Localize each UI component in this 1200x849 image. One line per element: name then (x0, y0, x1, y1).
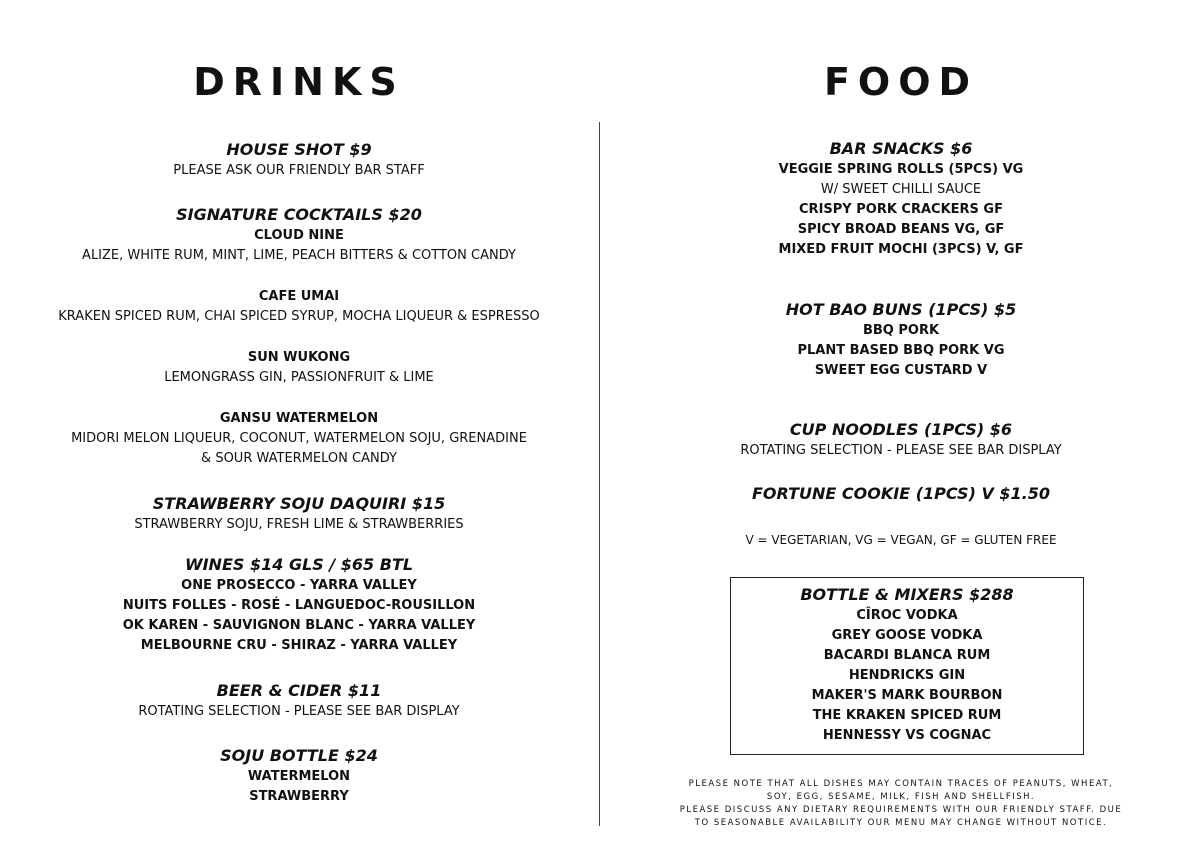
food-title: FOOD (823, 60, 979, 104)
food-item: PLANT BASED BBQ PORK VG (797, 343, 1005, 358)
notice-line: TO SEASONABLE AVAILABILITY OUR MENU MAY CHANGE WITHOUT NOTICE. (694, 818, 1108, 828)
drinks-column (0, 0, 598, 849)
spirit-item: CÎROC VODKA (856, 608, 958, 623)
food-item-note: W/ SWEET CHILLI SAUCE (820, 182, 982, 197)
food-item: MIXED FRUIT MOCHI (3PCS) V, GF (778, 242, 1024, 257)
section-title: WINES $14 GLS / $65 BTL (184, 555, 414, 574)
spirit-item: HENDRICKS GIN (848, 668, 966, 683)
menu-section-signature-cocktails (0, 204, 598, 469)
item-line: PLEASE ASK OUR FRIENDLY BAR STAFF (173, 163, 425, 178)
spacer (0, 266, 598, 287)
notice-line: PLEASE DISCUSS ANY DIETARY REQUIREMENTS WITH OUR FRIENDLY STAFF. DUE (679, 805, 1123, 815)
cocktail-ingredients: ALIZE, WHITE RUM, MINT, LIME, PEACH BITTERS & COTTON CANDY (82, 248, 516, 263)
item-line: ROTATING SELECTION - PLEASE SEE BAR DISPLAY (138, 704, 460, 719)
column-divider (599, 122, 600, 826)
dietary-legend: V = VEGETARIAN, VG = VEGAN, GF = GLUTEN FREE (745, 533, 1057, 547)
section-title: CUP NOODLES (1PCS) $6 (789, 420, 1013, 439)
food-item: VEGGIE SPRING ROLLS (5PCS) VG (778, 162, 1024, 177)
food-item: SWEET EGG CUSTARD V (814, 363, 988, 378)
spirit-item: HENNESSY VS COGNAC (822, 728, 992, 743)
section-title: HOT BAO BUNS (1PCS) $5 (785, 300, 1017, 319)
section-title: BOTTLE & MIXERS $288 (800, 585, 1014, 604)
section-title: SOJU BOTTLE $24 (220, 746, 378, 765)
spirit-item: THE KRAKEN SPICED RUM (812, 708, 1002, 723)
menu-section-bar-snacks (602, 138, 1200, 260)
cocktail-name: GANSU WATERMELON (219, 411, 379, 426)
spirit-item: MAKER'S MARK BOURBON (811, 688, 1003, 703)
allergen-notice (602, 778, 1200, 830)
menu-section-bao-buns (602, 299, 1200, 381)
menu-section-beer-cider (0, 680, 598, 722)
cocktail-ingredients: & SOUR WATERMELON CANDY (201, 451, 397, 466)
section-title: FORTUNE COOKIE (1PCS) V $1.50 (751, 484, 1051, 503)
section-title: BEER & CIDER $11 (216, 681, 382, 700)
menu-section-house-shot (0, 139, 598, 181)
food-item: CRISPY PORK CRACKERS GF (799, 202, 1003, 217)
cocktail-ingredients: KRAKEN SPICED RUM, CHAI SPICED SYRUP, MOCHA LIQUEUR & ESPRESSO (58, 309, 540, 324)
section-title: SIGNATURE COCKTAILS $20 (176, 205, 422, 224)
section-title: BAR SNACKS $6 (829, 139, 973, 158)
menu-section-cup-noodles (602, 419, 1200, 461)
food-item: SPICY BROAD BEANS VG, GF (797, 222, 1005, 237)
food-column (602, 0, 1200, 849)
cocktail-name: CLOUD NINE (254, 228, 344, 243)
cocktail-name: SUN WUKONG (247, 350, 351, 365)
menu-section-strawberry-daquiri (0, 493, 598, 535)
bottle-mixers-box (730, 577, 1084, 755)
drinks-title: DRINKS (193, 60, 405, 104)
cocktail-name: CAFE UMAI (258, 289, 340, 304)
wine-item: MELBOURNE CRU - SHIRAZ - YARRA VALLEY (140, 638, 458, 653)
section-title: HOUSE SHOT $9 (226, 140, 372, 159)
item-line: ROTATING SELECTION - PLEASE SEE BAR DISPLAY (740, 443, 1062, 458)
notice-line: SOY, EGG, SESAME, MILK, FISH AND SHELLFISH. (766, 792, 1036, 802)
spirit-item: GREY GOOSE VODKA (831, 628, 983, 643)
wine-item: ONE PROSECCO - YARRA VALLEY (181, 578, 417, 593)
cocktail-ingredients: MIDORI MELON LIQUEUR, COCONUT, WATERMELON SOJU, GRENADINE (71, 431, 527, 446)
section-title: STRAWBERRY SOJU DAQUIRI $15 (152, 494, 446, 513)
item-line: STRAWBERRY SOJU, FRESH LIME & STRAWBERRIES (134, 517, 464, 532)
spirit-item: BACARDI BLANCA RUM (823, 648, 991, 663)
spacer (0, 327, 598, 348)
wine-item: OK KAREN - SAUVIGNON BLANC - YARRA VALLEY (122, 618, 476, 633)
spacer (0, 388, 598, 409)
menu-section-fortune-cookie (602, 483, 1200, 505)
food-item: BBQ PORK (862, 323, 940, 338)
wine-item: NUITS FOLLES - ROSÉ - LANGUEDOC-ROUSILLON (122, 598, 476, 613)
menu-section-soju-bottle (0, 745, 598, 807)
menu-section-wines (0, 554, 598, 656)
cocktail-ingredients: LEMONGRASS GIN, PASSIONFRUIT & LIME (164, 370, 434, 385)
soju-flavour: STRAWBERRY (249, 789, 349, 804)
notice-line: PLEASE NOTE THAT ALL DISHES MAY CONTAIN TRACES OF PEANUTS, WHEAT, (688, 779, 1114, 789)
soju-flavour: WATERMELON (247, 769, 351, 784)
